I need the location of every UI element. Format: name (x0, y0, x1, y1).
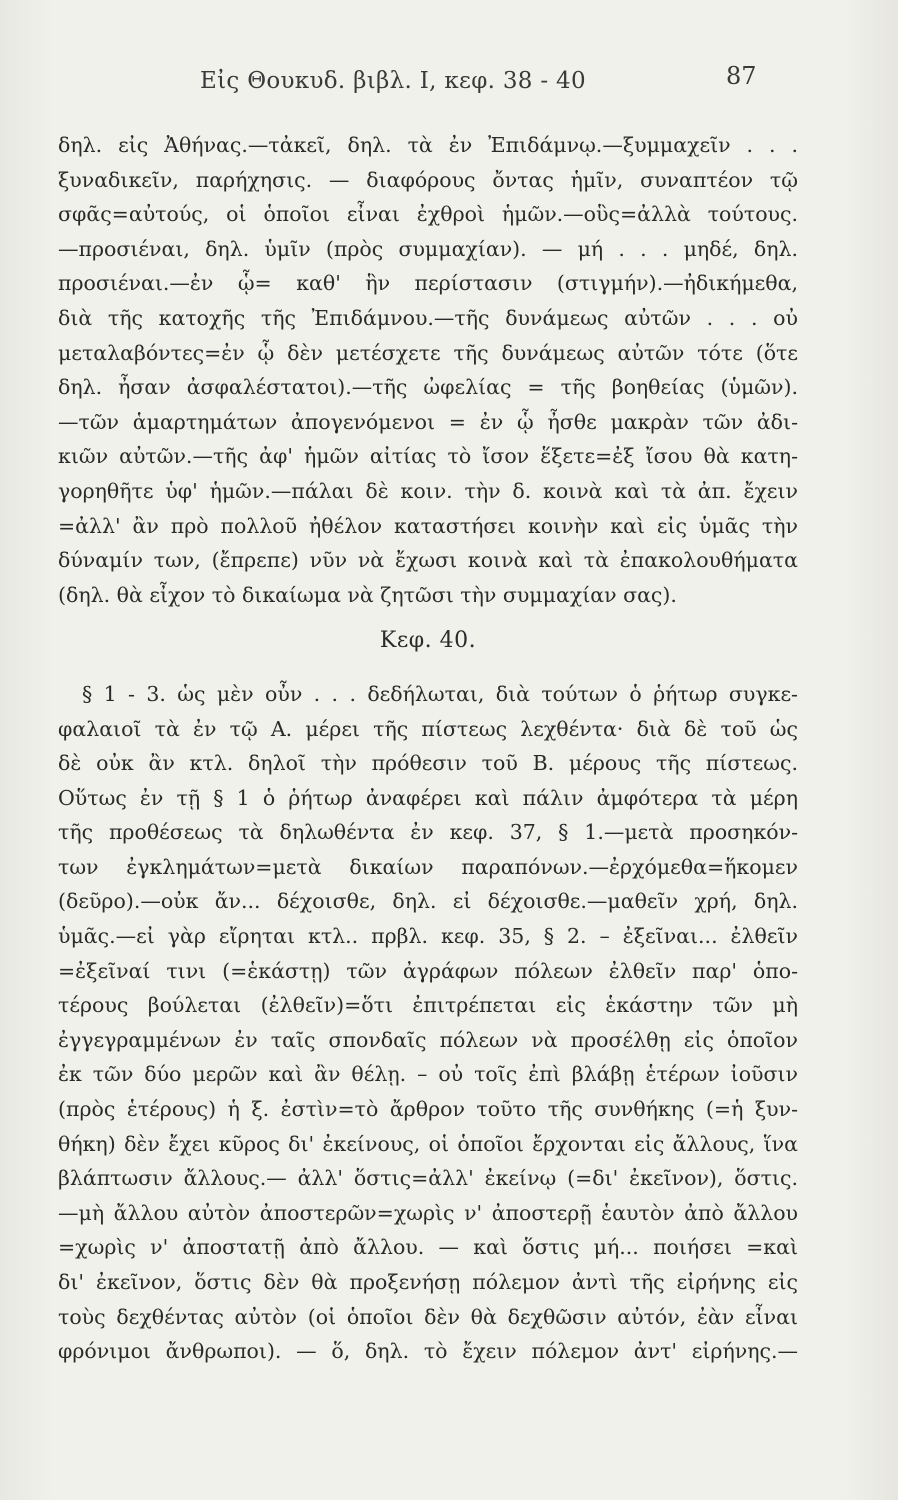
text-line: δι' ἐκεῖνον, ὅστις δὲν θὰ προξενήσῃ πόλεμον ἀντὶ τῆς εἰρήνης εἰς (58, 1270, 798, 1294)
text-line: —τῶν ἁμαρτημάτων ἀπογενόμενοι = ἐν ᾧ ἦσθε μακρὰν τῶν ἀδι- (58, 409, 798, 434)
text-line: ἐγγεγραμμένων ἐν ταῖς σπονδαῖς πόλεων νὰ προσέλθῃ εἰς ὁποῖον (58, 1027, 798, 1052)
text-line: μεταλαβόντες=ἐν ᾧ δὲν μετέσχετε τῆς δυνάμεως αὐτῶν τότε (ὅτε (58, 340, 798, 365)
text-line: σφᾶς=αὐτούς, οἱ ὁποῖοι εἶναι ἐχθροὶ ἡμῶν.—οὓς=ἀλλὰ τούτους. (58, 202, 798, 227)
text-line: δύναμίν των, (ἔπρεπε) νῦν νὰ ἔχωσι κοινὰ καὶ τὰ ἐπακολουθήματα (58, 548, 798, 573)
text-line: ξυναδικεῖν, παρήχησις. — διαφόρους ὄντας ἡμῖν, συναπτέον τῷ (58, 167, 798, 192)
text-line: διὰ τῆς κατοχῆς τῆς Ἐπιδάμνου.—τῆς δυνάμεως αὐτῶν . . . οὐ (58, 305, 798, 330)
commentary-text (58, 128, 798, 1369)
text-line: βλάπτωσιν ἄλλους.— ἀλλ' ὅστις=ἀλλ' ἐκείνῳ (=δι' ἐκεῖνον), ὅστις. (58, 1166, 798, 1191)
text-line: (δεῦρο).—οὐκ ἄν... δέχοισθε, δηλ. εἰ δέχοισθε.—μαθεῖν χρή, δηλ. (58, 889, 798, 914)
text-line: δὲ οὐκ ἂν κτλ. δηλοῖ τὴν πρόθεσιν τοῦ Β. μέρους τῆς πίστεως. (58, 751, 798, 776)
text-line: ὑμᾶς.—εἰ γὰρ εἴρηται κτλ.. πρβλ. κεφ. 35, § 2. – ἐξεῖναι... ἐλθεῖν (58, 924, 798, 949)
text-line: Οὕτως ἐν τῇ § 1 ὁ ῥήτωρ ἀναφέρει καὶ πάλιν ἀμφότερα τὰ μέρη (58, 785, 798, 810)
text-line: φαλαιοῖ τὰ ἐν τῷ Α. μέρει τῆς πίστεως λεχθέντα· διὰ δὲ τοῦ ὡς (58, 716, 798, 741)
text-line: —μὴ ἄλλου αὐτὸν ἀποστερῶν=χωρὶς ν' ἀποστερῇ ἑαυτὸν ἀπὸ ἄλλου (58, 1200, 798, 1225)
text-line: ἐκ τῶν δύο μερῶν καὶ ἂν θέλῃ. – οὐ τοῖς ἐπὶ βλάβῃ ἑτέρων ἰοῦσιν (58, 1062, 798, 1087)
text-line: =ἀλλ' ἂν πρὸ πολλοῦ ἠθέλον καταστήσει κοινὴν καὶ εἰς ὑμᾶς τὴν (58, 513, 798, 538)
running-head: Εἰς Θουκυδ. βιβλ. Ι, κεφ. 38 - 40 (200, 68, 586, 94)
text-line: (δηλ. θὰ εἶχον τὸ δικαίωμα νὰ ζητῶσι τὴν συμμαχίαν σας). (58, 582, 677, 607)
text-line: θήκη) δὲν ἔχει κῦρος δι' ἐκείνους, οἱ ὁποῖοι ἔρχονται εἰς ἄλλους, ἵνα (58, 1131, 798, 1156)
chapter-heading: Κεφ. 40. (379, 628, 477, 654)
text-line: =ἐξεῖναί τινι (=ἑκάστῃ) τῶν ἀγράφων πόλεων ἐλθεῖν παρ' ὁπο- (58, 958, 798, 983)
text-line: προσιέναι.—ἐν ᾧ= καθ' ἣν περίστασιν (στιγμήν).—ἠδικήμεθα, (58, 271, 798, 296)
text-line: =χωρὶς ν' ἀποστατῇ ἀπὸ ἄλλου. — καὶ ὅστις μή... ποιήσει =καὶ (58, 1235, 798, 1260)
text-line: τέρους βούλεται (ἐλθεῖν)=ὅτι ἐπιτρέπεται εἰς ἑκάστην τῶν μὴ (58, 993, 798, 1018)
text-line: δηλ. εἰς Ἀθήνας.—τἀκεῖ, δηλ. τὰ ἐν Ἐπιδάμνῳ.—ξυμμαχεῖν . . . (58, 133, 798, 157)
text-line: φρόνιμοι ἄνθρωποι). — ὅ, δηλ. τὸ ἔχειν πόλεμον ἀντ' εἰρήνης.— (58, 1339, 798, 1364)
text-line: κιῶν αὐτῶν.—τῆς ἀφ' ἡμῶν αἰτίας τὸ ἴσον ἕξετε=ἐξ ἴσου θὰ κατη- (58, 444, 798, 469)
text-line: (πρὸς ἑτέρους) ἡ ξ. ἐστὶν=τὸ ἄρθρον τοῦτο τῆς συνθήκης (=ἡ ξυν- (58, 1097, 798, 1122)
page-header (0, 62, 898, 102)
text-line: τοὺς δεχθέντας αὐτὸν (οἱ ὁποῖοι δὲν θὰ δεχθῶσιν αὐτόν, ἐὰν εἶναι (58, 1304, 798, 1329)
text-line: —προσιέναι, δηλ. ὑμῖν (πρὸς συμμαχίαν). — μή . . . μηδέ, δηλ. (58, 236, 798, 261)
commentary-section-ch39 (58, 128, 798, 612)
page-number: 87 (726, 62, 757, 90)
text-line: τῆς προθέσεως τὰ δηλωθέντα ἐν κεφ. 37, § 1.—μετὰ προσηκόν- (58, 820, 798, 845)
text-line: § 1 - 3. ὡς μὲν οὖν . . . δεδήλωται, διὰ τούτων ὁ ῥήτωρ συγκε- (82, 681, 798, 706)
text-line: των ἐγκλημάτων=μετὰ δικαίων παραπόνων.—ἐρχόμεθα=ἥκομεν (58, 854, 798, 879)
commentary-section-ch40 (58, 677, 798, 1369)
text-line: γορηθῆτε ὑφ' ἡμῶν.—πάλαι δὲ κοιν. τὴν δ. κοινὰ καὶ τὰ ἀπ. ἔχειν (58, 478, 798, 503)
text-line: δηλ. ἦσαν ἀσφαλέστατοι).—τῆς ὠφελίας = τῆς βοηθείας (ὑμῶν). (58, 375, 798, 400)
